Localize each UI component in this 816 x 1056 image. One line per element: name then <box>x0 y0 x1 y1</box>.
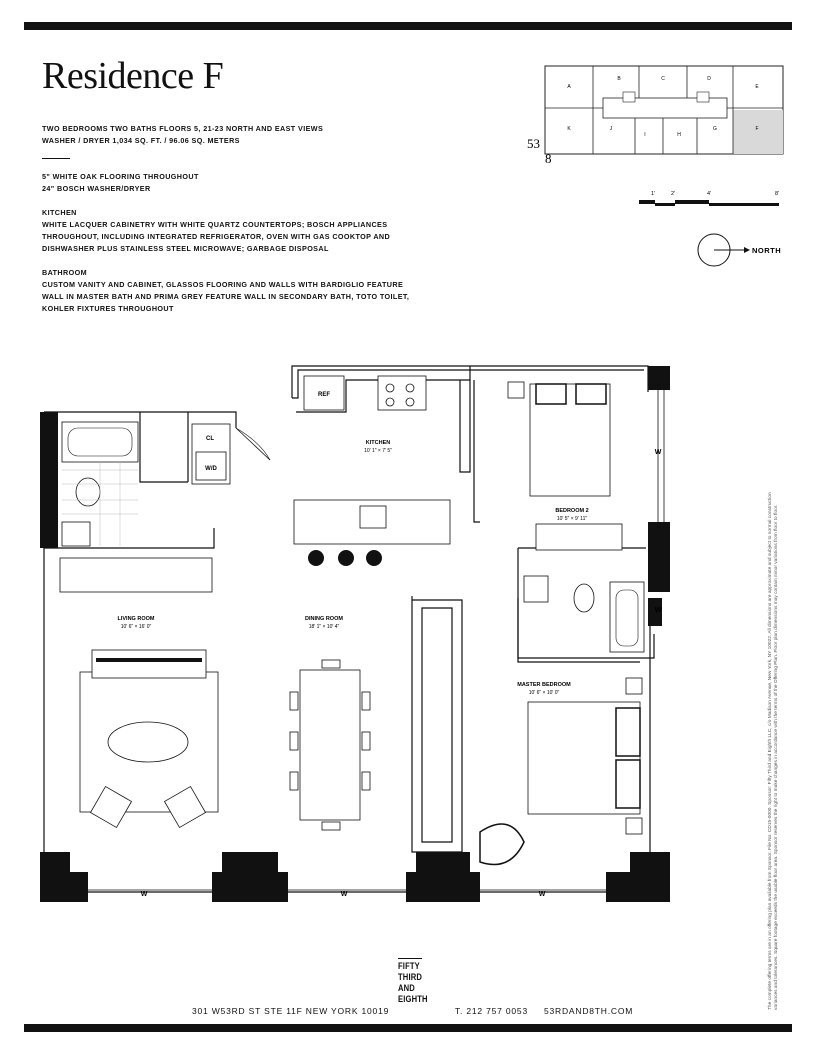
window-label-3: W <box>538 891 546 898</box>
feature-flooring: 5" WHITE OAK FLOORING THROUGHOUT <box>42 172 199 181</box>
key-unit-g: G <box>713 126 717 132</box>
kitchen-dims: 10' 1" × 7' 5" <box>364 448 392 454</box>
bathroom-heading: BATHROOM <box>42 268 87 277</box>
key-unit-d: D <box>707 76 711 82</box>
cooktop <box>378 376 426 410</box>
logo-line-4: EIGHTH <box>398 994 428 1005</box>
street-label: 53 <box>527 136 540 151</box>
media-console <box>60 558 212 592</box>
avenue-label: 8 <box>545 151 552 166</box>
kitchen-line-3: DISHWASHER PLUS STAINLESS STEEL MICROWAVE; GARBAGE DISPOSAL <box>42 244 329 253</box>
key-unit-a: A <box>567 84 571 90</box>
bedroom2-name: BEDROOM 2 <box>555 508 589 514</box>
scale-label-1: 1' <box>650 191 656 197</box>
building-logo <box>398 958 428 1005</box>
key-plan <box>527 62 787 170</box>
logo-line-3: AND <box>398 983 415 994</box>
living-dims: 10' 6" × 16' 0" <box>120 624 152 630</box>
toilet-bath2 <box>76 478 100 506</box>
kitchen-sink <box>360 506 386 528</box>
page-title: Residence F <box>42 55 224 97</box>
divider <box>42 158 70 159</box>
feature-washer: 24" BOSCH WASHER/DRYER <box>42 184 151 193</box>
dining-table <box>300 670 360 820</box>
key-unit-k: K <box>567 126 571 132</box>
window-label-4: W <box>654 449 662 456</box>
vanity-master <box>524 576 548 602</box>
north-compass <box>696 232 786 270</box>
legal-line-1: The complete offering terms are in an offering plan available from Sponsor. File No. CD15-0000. Sponsor: Fifty Third and Eighth LLC, c/o Madison Avenue, New York, NY 10022. All dimensions are approximate and subject to normal construction <box>768 492 773 1010</box>
dining-dims: 18' 1" × 10' 4" <box>308 624 340 630</box>
scale-label-8: 8' <box>774 191 780 197</box>
bottom-rule <box>24 1024 792 1032</box>
kitchen-line-2: THROUGHOUT, INCLUDING INTEGRATED REFRIGERATOR, OVEN WITH GAS COOKTOP AND <box>42 232 391 241</box>
master-dims: 10' 6" × 10' 0" <box>528 690 560 696</box>
lounge-chair <box>480 824 524 865</box>
bedroom2-dims: 10' 5" × 9' 11" <box>556 516 588 522</box>
key-unit-b: B <box>617 76 621 82</box>
key-unit-c: C <box>661 76 665 82</box>
key-unit-j: J <box>609 126 613 132</box>
column-ne <box>648 366 670 390</box>
sofa <box>92 650 206 678</box>
dining-name: DINING ROOM <box>305 616 343 622</box>
column-east <box>648 522 670 592</box>
logo-line-1: FIFTY <box>398 961 420 972</box>
vanity-bath2 <box>62 522 90 546</box>
kitchen-line-1: WHITE LACQUER CABINETRY WITH WHITE QUARTZ COUNTERTOPS; BOSCH APPLIANCES <box>42 220 388 229</box>
kitchen-name: KITCHEN <box>365 440 391 446</box>
bathroom-line-2: WALL IN MASTER BATH AND PRIMA GREY FEATURE WALL IN SECONDARY BATH, TOTO TOILET, <box>42 292 410 301</box>
bathroom-line-3: KOHLER FIXTURES THROUGHOUT <box>42 304 174 313</box>
living-name: LIVING ROOM <box>117 616 155 622</box>
scale-label-2: 2' <box>670 191 676 197</box>
key-unit-f: F <box>755 126 759 132</box>
coffee-table <box>108 722 188 762</box>
stool-2 <box>338 550 354 566</box>
window-label-5: W <box>654 607 662 614</box>
key-unit-i: I <box>644 132 646 138</box>
north-label: NORTH <box>752 246 782 255</box>
master-name: MASTER BEDROOM <box>517 682 571 688</box>
closet-label: CL <box>206 436 214 442</box>
floor-plan <box>40 362 680 902</box>
footer-phone: T. 212 757 0053 <box>455 1006 528 1016</box>
key-plan-highlighted-unit <box>733 110 783 154</box>
key-unit-e: E <box>755 84 759 90</box>
scale-label-4: 4' <box>706 191 712 197</box>
toilet-master <box>574 584 594 612</box>
stool-1 <box>308 550 324 566</box>
scale-bar <box>637 186 783 210</box>
window-label-1: W <box>140 891 148 898</box>
window-label-2: W <box>340 891 348 898</box>
logo-line-2: THIRD <box>398 972 423 983</box>
specs-line-1: TWO BEDROOMS TWO BATHS FLOORS 5, 21-23 NORTH AND EAST VIEWS <box>42 124 324 133</box>
column-west-wall <box>40 412 58 548</box>
key-unit-h: H <box>677 132 681 138</box>
bathtub-master <box>610 582 644 652</box>
wd-label: W/D <box>205 466 217 472</box>
north-arrow-icon <box>744 247 750 253</box>
stool-3 <box>366 550 382 566</box>
kitchen-heading: KITCHEN <box>42 208 77 217</box>
ref-label: REF <box>318 392 330 398</box>
dresser-bedroom-2 <box>536 524 622 550</box>
legal-disclaimer <box>768 360 780 1010</box>
legal-line-2: variances and tolerances. Square footage exceeds the usable floor area. Sponsor reserves the right to make changes in accordance with the terms of the Offering Plan. Floor plan dimensions may contain minor variations from floor to floor. <box>774 504 779 1010</box>
bathroom-line-1: CUSTOM VANITY AND CABINET, GLASSOS FLOORING AND WALLS WITH BARDIGLIO FEATURE <box>42 280 404 289</box>
footer-address: 301 W53RD ST STE 11F NEW YORK 10019 <box>192 1006 390 1016</box>
footer-website[interactable]: 53RDAND8TH.COM <box>544 1006 634 1016</box>
specs-line-2: WASHER / DRYER 1,034 SQ. FT. / 96.06 SQ. METERS <box>42 136 240 145</box>
top-rule <box>24 22 792 30</box>
